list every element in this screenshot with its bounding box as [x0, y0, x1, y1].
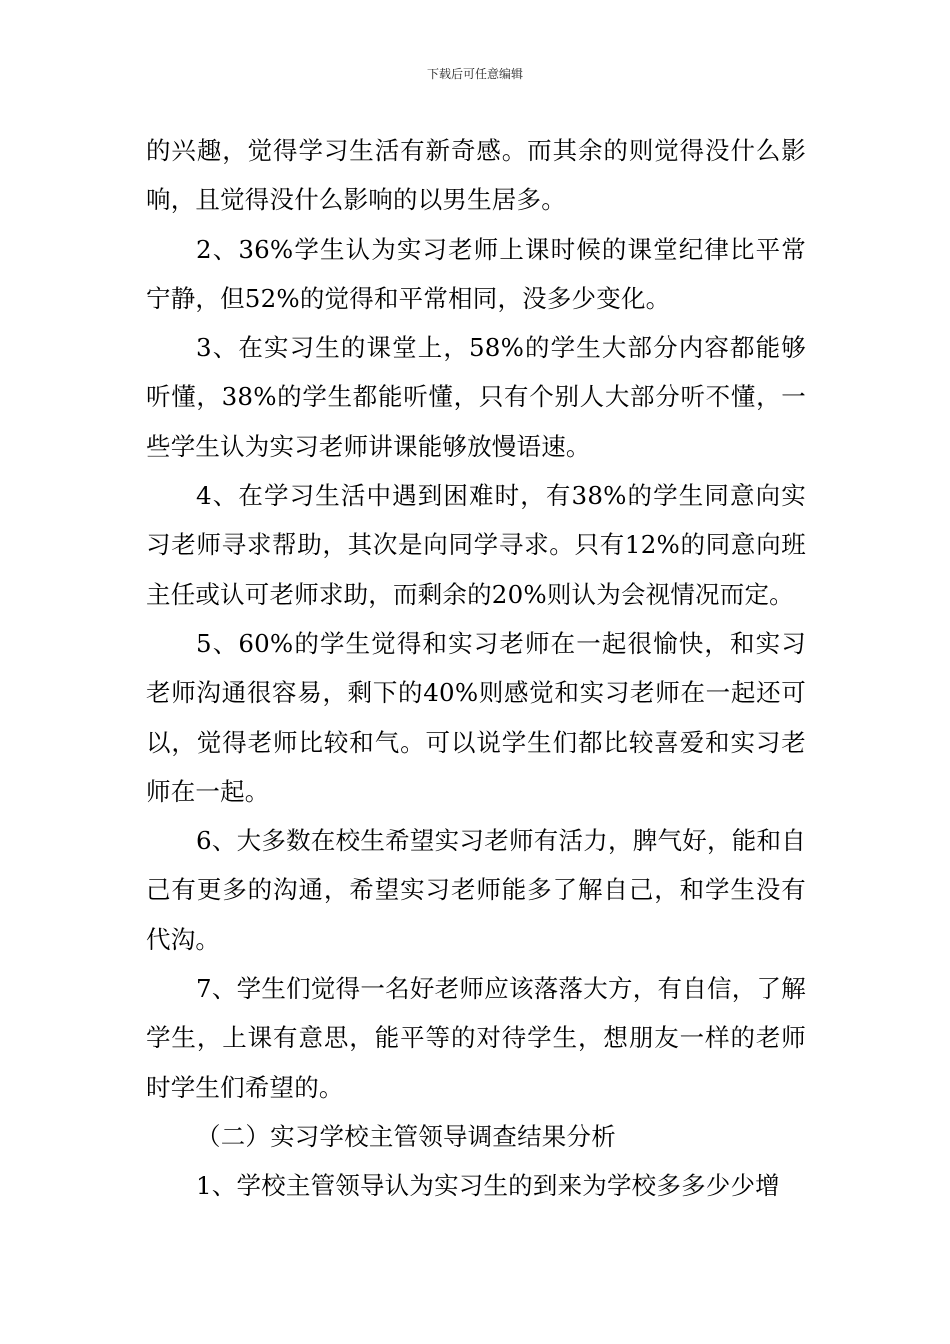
- paragraph-item-4: 4、在学习生活中遇到困难时，有38%的学生同意向实习老师寻求帮助，其次是向同学寻求。只有12%的同意向班主任或认可老师求助，而剩余的20%则认为会视情况而定。: [146, 481, 806, 609]
- paragraph-leader-1: 1、学校主管领导认为实习生的到来为学校多多少少增: [196, 1171, 780, 1201]
- section-heading: （二）实习学校主管领导调查结果分析: [196, 1121, 616, 1151]
- document-body: [146, 126, 806, 1211]
- paragraph-item-6: 6、大多数在校生希望实习老师有活力，脾气好，能和自己有更多的沟通，希望实习老师能多了解自己，和学生没有代沟。: [146, 826, 806, 954]
- paragraph-item-5: 5、60%的学生觉得和实习老师在一起很愉快，和实习老师沟通很容易，剩下的40%则感觉和实习老师在一起还可以，觉得老师比较和气。可以说学生们都比较喜爱和实习老师在一起。: [146, 628, 806, 806]
- page-header: 下载后可任意编辑: [426, 67, 523, 81]
- paragraph-continuation: 的兴趣，觉得学习生活有新奇感。而其余的则觉得没什么影响，且觉得没什么影响的以男生居多。: [146, 136, 806, 215]
- paragraph-item-2: 2、36%学生认为实习老师上课时候的课堂纪律比平常宁静，但52%的觉得和平常相同，没多少变化。: [146, 234, 806, 313]
- paragraph-item-3: 3、在实习生的课堂上，58%的学生大部分内容都能够听懂，38%的学生都能听懂，只有个别人大部分听不懂，一些学生认为实习老师讲课能够放慢语速。: [146, 333, 806, 461]
- paragraph-item-7: 7、学生们觉得一名好老师应该落落大方，有自信，了解学生，上课有意思，能平等的对待学生，想朋友一样的老师时学生们希望的。: [146, 974, 806, 1102]
